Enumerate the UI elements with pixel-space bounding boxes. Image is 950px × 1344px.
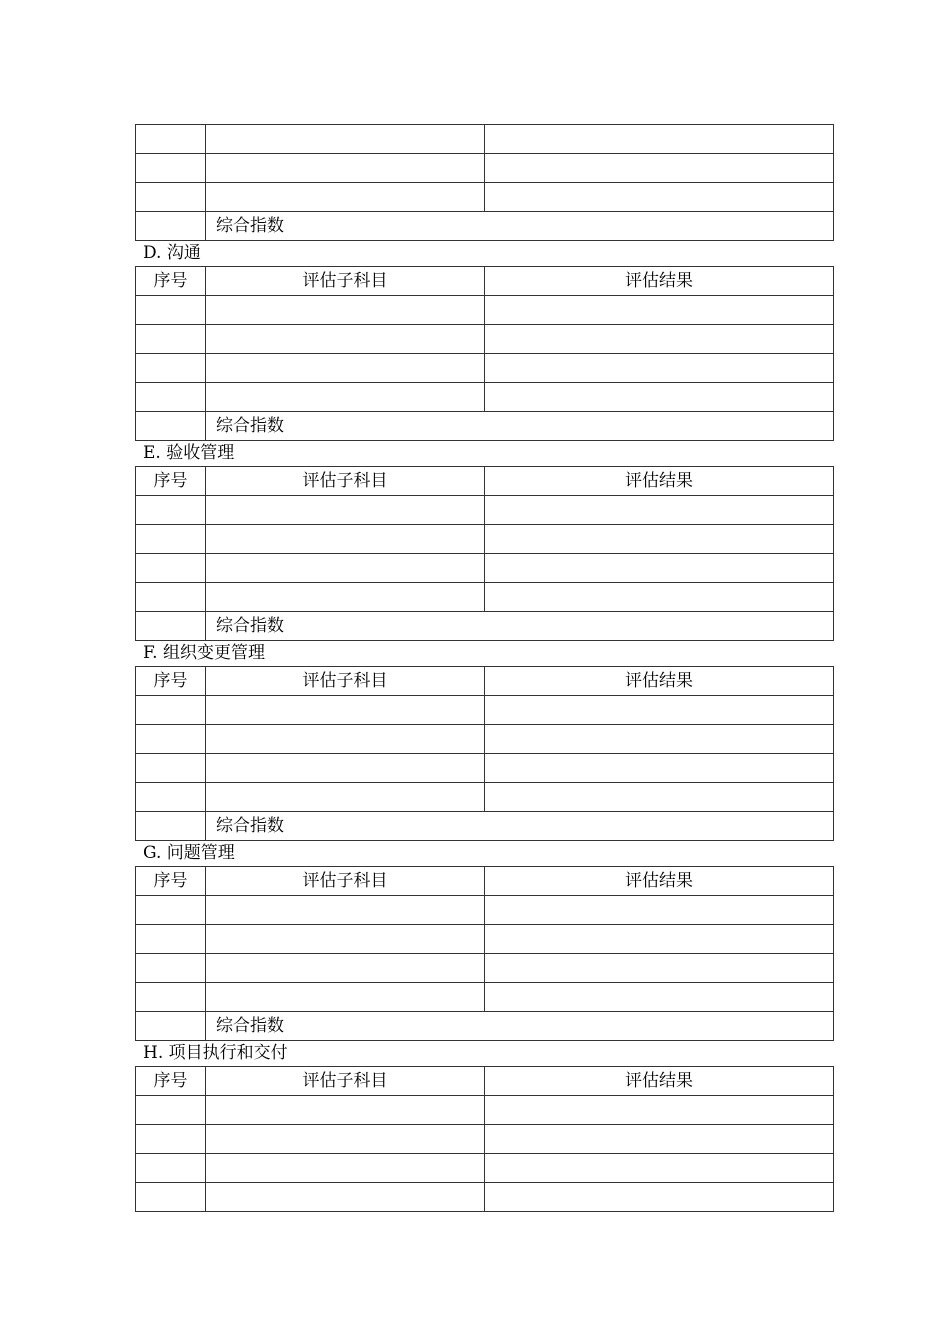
table-row [136, 1154, 834, 1183]
subject-cell [206, 383, 485, 412]
table-row [136, 383, 834, 412]
result-cell [485, 725, 834, 754]
result-cell [485, 783, 834, 812]
index-cell [136, 1096, 206, 1125]
table-row [136, 696, 834, 725]
document-page [135, 124, 832, 1212]
index-cell [136, 812, 206, 841]
result-cell [485, 496, 834, 525]
result-cell [485, 1154, 834, 1183]
result-cell [485, 754, 834, 783]
index-cell [136, 983, 206, 1012]
table-row [136, 296, 834, 325]
index-cell [136, 354, 206, 383]
table-row [136, 754, 834, 783]
result-cell [485, 125, 834, 154]
index-cell [136, 125, 206, 154]
result-cell [485, 1183, 834, 1212]
result-cell [485, 554, 834, 583]
summary-label: 综合指数 [206, 612, 834, 641]
subject-cell [206, 354, 485, 383]
result-cell [485, 354, 834, 383]
table-section-e [135, 466, 834, 641]
table-section-h [135, 1066, 834, 1212]
summary-row [136, 612, 834, 641]
subject-cell [206, 696, 485, 725]
table-row [136, 496, 834, 525]
header-result: 评估结果 [485, 1067, 834, 1096]
table-row [136, 925, 834, 954]
header-index: 序号 [136, 267, 206, 296]
summary-row [136, 212, 834, 241]
subject-cell [206, 1154, 485, 1183]
header-row [136, 667, 834, 696]
table-row [136, 725, 834, 754]
header-row [136, 1067, 834, 1096]
subject-cell [206, 1125, 485, 1154]
section-title-d: D. 沟通 [143, 243, 201, 263]
subject-cell [206, 325, 485, 354]
section-title-e: E. 验收管理 [143, 443, 235, 463]
subject-cell [206, 183, 485, 212]
summary-label: 综合指数 [206, 1012, 834, 1041]
table-row [136, 154, 834, 183]
index-cell [136, 1012, 206, 1041]
summary-row [136, 1012, 834, 1041]
table-row [136, 954, 834, 983]
table-section-g [135, 866, 834, 1041]
index-cell [136, 1183, 206, 1212]
subject-cell [206, 783, 485, 812]
index-cell [136, 696, 206, 725]
section-title-f: F. 组织变更管理 [143, 643, 265, 663]
result-cell [485, 925, 834, 954]
index-cell [136, 154, 206, 183]
result-cell [485, 325, 834, 354]
result-cell [485, 983, 834, 1012]
index-cell [136, 212, 206, 241]
result-cell [485, 183, 834, 212]
subject-cell [206, 954, 485, 983]
section-title-h: H. 项目执行和交付 [143, 1043, 288, 1063]
index-cell [136, 496, 206, 525]
index-cell [136, 925, 206, 954]
subject-cell [206, 1096, 485, 1125]
result-cell [485, 954, 834, 983]
index-cell [136, 183, 206, 212]
header-subject: 评估子科目 [206, 667, 485, 696]
subject-cell [206, 125, 485, 154]
summary-label: 综合指数 [206, 812, 834, 841]
table-row [136, 554, 834, 583]
index-cell [136, 583, 206, 612]
header-index: 序号 [136, 867, 206, 896]
table-section-f [135, 666, 834, 841]
summary-row [136, 412, 834, 441]
header-index: 序号 [136, 467, 206, 496]
subject-cell [206, 896, 485, 925]
header-subject: 评估子科目 [206, 867, 485, 896]
table-row [136, 325, 834, 354]
table-row [136, 896, 834, 925]
result-cell [485, 525, 834, 554]
table-section-c-continued [135, 124, 834, 241]
table-row [136, 1183, 834, 1212]
index-cell [136, 783, 206, 812]
index-cell [136, 325, 206, 354]
header-index: 序号 [136, 1067, 206, 1096]
index-cell [136, 612, 206, 641]
subject-cell [206, 925, 485, 954]
header-result: 评估结果 [485, 267, 834, 296]
header-index: 序号 [136, 667, 206, 696]
index-cell [136, 954, 206, 983]
subject-cell [206, 754, 485, 783]
table-row [136, 354, 834, 383]
subject-cell [206, 725, 485, 754]
table-row [136, 1096, 834, 1125]
index-cell [136, 383, 206, 412]
index-cell [136, 296, 206, 325]
result-cell [485, 896, 834, 925]
result-cell [485, 1096, 834, 1125]
subject-cell [206, 496, 485, 525]
header-row [136, 867, 834, 896]
header-subject: 评估子科目 [206, 267, 485, 296]
result-cell [485, 154, 834, 183]
table-row [136, 783, 834, 812]
table-row [136, 583, 834, 612]
summary-row [136, 812, 834, 841]
subject-cell [206, 296, 485, 325]
header-row [136, 467, 834, 496]
result-cell [485, 1125, 834, 1154]
result-cell [485, 583, 834, 612]
index-cell [136, 525, 206, 554]
section-title-g: G. 问题管理 [143, 843, 235, 863]
result-cell [485, 383, 834, 412]
index-cell [136, 412, 206, 441]
index-cell [136, 754, 206, 783]
table-row [136, 525, 834, 554]
header-result: 评估结果 [485, 467, 834, 496]
table-row [136, 183, 834, 212]
subject-cell [206, 154, 485, 183]
subject-cell [206, 1183, 485, 1212]
result-cell [485, 696, 834, 725]
index-cell [136, 554, 206, 583]
subject-cell [206, 525, 485, 554]
table-row [136, 983, 834, 1012]
table-row [136, 1125, 834, 1154]
result-cell [485, 296, 834, 325]
index-cell [136, 1154, 206, 1183]
summary-label: 综合指数 [206, 212, 834, 241]
index-cell [136, 725, 206, 754]
header-subject: 评估子科目 [206, 1067, 485, 1096]
index-cell [136, 1125, 206, 1154]
table-section-d [135, 266, 834, 441]
subject-cell [206, 983, 485, 1012]
index-cell [136, 896, 206, 925]
header-result: 评估结果 [485, 867, 834, 896]
table-row [136, 125, 834, 154]
header-result: 评估结果 [485, 667, 834, 696]
header-subject: 评估子科目 [206, 467, 485, 496]
header-row [136, 267, 834, 296]
summary-label: 综合指数 [206, 412, 834, 441]
subject-cell [206, 583, 485, 612]
subject-cell [206, 554, 485, 583]
